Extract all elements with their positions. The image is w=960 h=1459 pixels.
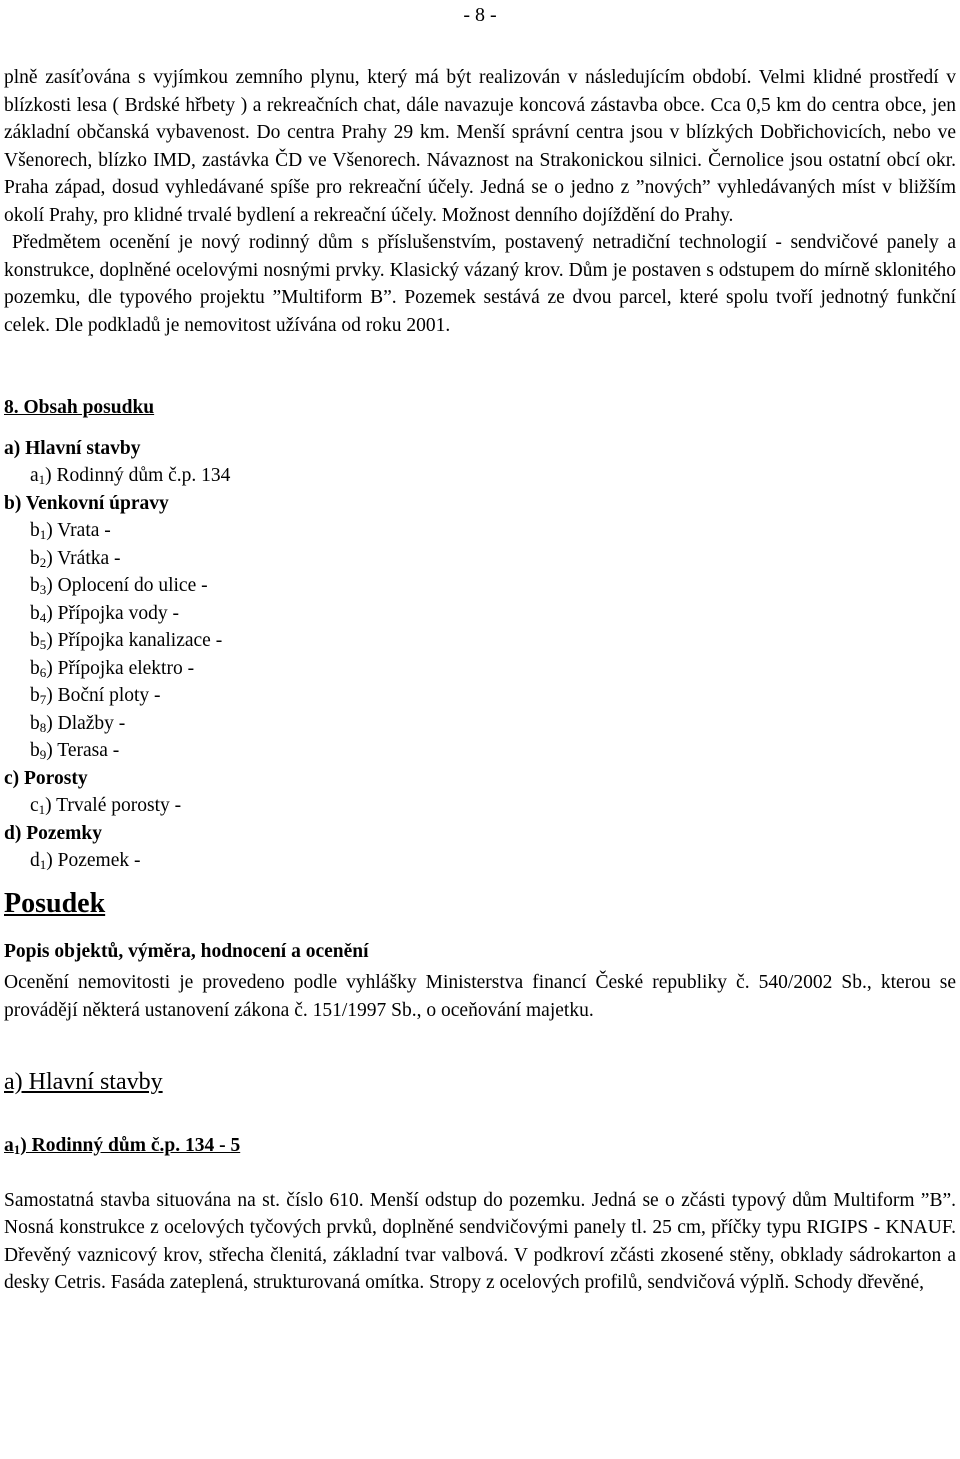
contents-item-letter: c (30, 795, 39, 816)
a1-title-index: 1 (13, 1142, 21, 1157)
contents-group-head: c) Porosty (4, 767, 88, 789)
contents-item-text: ) Terasa - (46, 740, 120, 761)
contents-item-index: 5 (39, 637, 47, 652)
contents-item-letter: b (30, 575, 40, 596)
contents-item-index: 8 (39, 719, 47, 735)
contents-item (4, 847, 956, 875)
contents-item (4, 710, 956, 738)
contents-item-letter: d (30, 850, 40, 871)
contents-item (4, 792, 956, 820)
contents-item (4, 655, 956, 683)
contents-group-head: d) Pozemky (4, 822, 103, 844)
document-body (4, 64, 956, 1297)
contents-item-letter: b (30, 657, 40, 679)
contents-item-text: ) Rodinný dům č.p. 134 (45, 465, 231, 486)
contents-item-index: 2 (39, 554, 47, 570)
subject-paragraph: Předmětem ocenění je nový rodinný dům s příslušenstvím, postavený netradiční technologií - sendvičové panely a konstrukce, doplněné ocelovými nosnými prvky. Klasický vázaný krov. Dům je postaven s odstupem do mírně sklonitého pozemku, dle typového projektu ”Multiform B”. Pozemek sestává ze dvou parcel, které spolu tvoří jednotný funkční celek. Dle podkladů je nemovitost užívána od roku 2001. (4, 232, 956, 336)
contents-item-text: ) Přípojka elektro - (46, 657, 195, 679)
contents-item (4, 572, 956, 600)
contents-item-index: 3 (39, 582, 47, 597)
contents-item-letter: a (30, 465, 39, 486)
contents-item (4, 545, 956, 573)
contents-item-letter: b (30, 547, 40, 569)
description-paragraph: Samostatná stavba situována na st. číslo 610. Menší odstup do pozemku. Jedná se o zčásti typový dům Multiform ”B”. Nosná konstrukce z ocelových tyčových prvků, doplněné sendvičovými panely tl. 25 cm, příčky typu RIGIPS - KNAUF. Dřevěný vaznicový krov, střecha členitá, základní tvar valbová. V podkroví zčásti zkosené stěny, obklady sádrokarton a desky Cetris. Fasáda zateplená, strukturovaná omítka. Stropy z ocelových profilů, sendvičová výplň. Schody dřevěné, (4, 1189, 956, 1293)
contents-list (4, 435, 956, 875)
contents-item-index: 1 (38, 802, 46, 817)
contents-item (4, 682, 956, 710)
posudek-title: Posudek (4, 887, 106, 919)
a1-title (4, 1132, 956, 1160)
contents-item-text: ) Přípojka kanalizace - (46, 630, 223, 651)
contents-item-index: 9 (39, 747, 47, 762)
contents-item (4, 600, 956, 628)
contents-item-text: ) Přípojka vody - (46, 602, 179, 624)
contents-item (4, 517, 956, 545)
contents-group-head: a) Hlavní stavby (4, 437, 141, 459)
contents-item-index: 1 (39, 857, 47, 872)
contents-item-letter: b (30, 602, 40, 624)
contents-item-index: 6 (39, 664, 47, 680)
contents-item-text: ) Vrata - (46, 520, 111, 541)
contents-item-letter: b (30, 712, 40, 734)
contents-item-index: 4 (39, 609, 47, 625)
contents-item-index: 1 (39, 527, 47, 542)
popis-title: Popis objektů, výměra, hodnocení a ocenění (4, 940, 369, 962)
contents-item-index: 1 (38, 472, 46, 487)
contents-item-text: ) Vrátka - (46, 547, 121, 569)
contents-item (4, 737, 956, 765)
contents-item-letter: b (30, 740, 40, 761)
contents-item-letter: b (30, 630, 40, 651)
contents-item (4, 627, 956, 655)
contents-item-text: ) Boční ploty - (46, 685, 161, 706)
contents-item-letter: b (30, 685, 40, 706)
main-buildings-title: a) Hlavní stavby (4, 1069, 163, 1095)
contents-item-text: ) Dlažby - (46, 712, 126, 734)
section-8-title: 8. Obsah posudku (4, 397, 155, 418)
contents-group-head: b) Venkovní úpravy (4, 492, 169, 514)
contents-item-text: ) Trvalé porosty - (45, 795, 182, 816)
contents-item-index: 7 (39, 692, 47, 707)
contents-item-letter: b (30, 520, 40, 541)
a1-title-num: 5 (230, 1135, 241, 1156)
page-number: - 8 - (463, 4, 497, 26)
a1-title-text: ) Rodinný dům č.p. 134 - (20, 1135, 231, 1156)
contents-item-text: ) Pozemek - (46, 850, 141, 871)
valuation-paragraph: Ocenění nemovitosti je provedeno podle vyhlášky Ministerstva financí České republiky č. 540/2002 Sb., kterou se provádějí některá ustanovení zákona č. 151/1997 Sb., o oceňování majetku. (4, 972, 956, 1021)
contents-item (4, 462, 956, 490)
intro-paragraph: plně zasíťována s vyjímkou zemního plynu, který má být realizován v následujícím období. Velmi klidné prostředí v blízkosti lesa ( Brdské hřbety ) a rekreačních chat, dále navazuje koncová zástavba obce. Cca 0,5 km do centra obce, jen základní občanská vybavenost. Do centra Prahy 29 km. Menší správní centra jsou v blízkých Dobřichovicích, nebo ve Všenorech, blízko IMD, zastávka ČD ve Všenorech. Návaznost na Strakonickou silnici. Černolice jsou ostatní obcí okr. Praha západ, dosud vyhledávané spíše pro rekreační účely. Jedná se o jedno z ”nových” vyhledávaných míst v bližším okolí Prahy, pro klidné trvalé bydlení a rekreační účely. Možnost denního dojíždění do Prahy. (4, 67, 956, 226)
a1-title-prefix: a (4, 1135, 14, 1156)
contents-item-text: ) Oplocení do ulice - (46, 575, 208, 596)
